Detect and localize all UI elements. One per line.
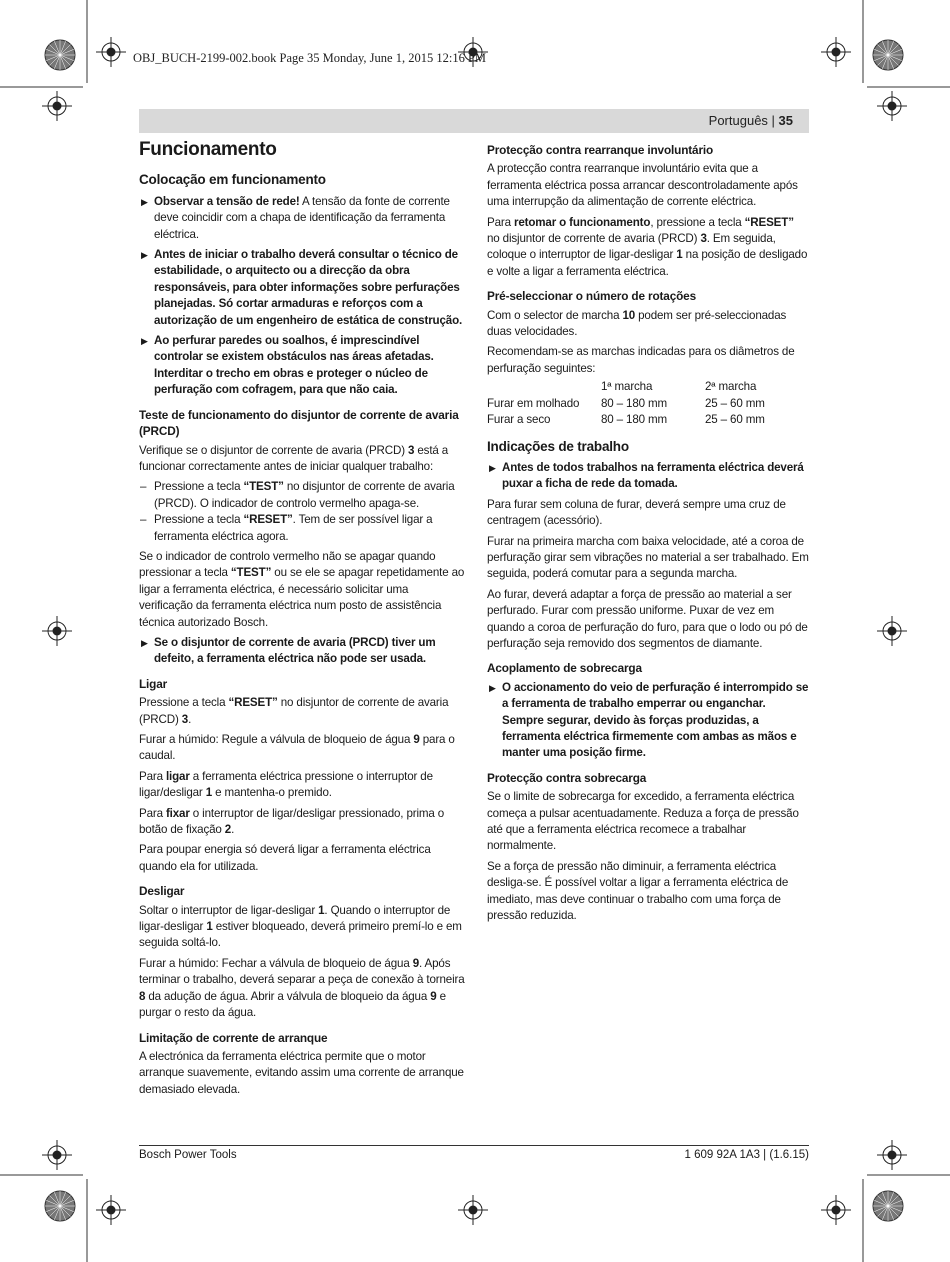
triangle-bullet-icon: ▶ [141,637,148,648]
triangle-bullet-icon: ▶ [489,462,496,473]
table-cell: Furar em molhado [487,396,580,410]
paragraph: A protecção contra rearranque involuntário evita que a ferramenta eléctrica possa arrancar descontroladamente após uma interrupção da alimentação de corrente eléctrica. [487,162,798,209]
table-row [487,396,765,412]
triangle-bullet-icon: ▶ [141,196,148,207]
paragraph: Recomendam-se as marchas indicadas para os diâmetros de perfuração seguintes: [487,345,795,375]
dash-list-item: – Pressione a tecla “RESET”. Tem de ser possível ligar a ferramenta eléctrica agora. [140,513,433,543]
left-column [139,140,465,1102]
paragraph: Se o indicador de controlo vermelho não se apagar quando pressionar a tecla “TEST” ou se ele se apagar repetidamente ao ligar a ferramenta eléctrica, é necessário solicitar uma verificação da ferramenta eléctrica num posto de assistência técnica autorizado Bosch. [139,549,465,629]
paragraph: Verifique se o disjuntor de corrente de avaria (PRCD) 3 está a funcionar correctamente antes de iniciar qualquer trabalho: [139,443,449,473]
section-title-funcionamento: Funcionamento [139,139,277,160]
table-cell: 25 – 60 mm [705,396,765,410]
paragraph: Para furar sem coluna de furar, deverá sempre uma cruz de centragem (acessório). [487,497,786,528]
heading-teste-prcd: Teste de funcionamento do disjuntor de corrente de avaria (PRCD) [139,407,459,439]
file-info-note: OBJ_BUCH-2199-002.book Page 35 Monday, June 1, 2015 12:16 PM [133,51,487,65]
heading-sobrecarga: Protecção contra sobrecarga [487,770,647,785]
table-cell: 25 – 60 mm [705,413,765,427]
heading-desligar: Desligar [139,884,185,899]
heading-limitacao: Limitação de corrente de arranque [139,1030,328,1045]
header-page-number: 35 [778,113,793,128]
heading-rearranque: Protecção contra rearranque involuntário [487,143,714,157]
warning-item: ▶ Observar a tensão de rede! A tensão da fonte de corrente deve coincidir com a chapa de identificação da ferramenta eléctrica. [141,194,450,241]
paragraph: Furar na primeira marcha com baixa velocidade, até a coroa de perfuração girar sem vibrações no material a ser trabalhado. Em seguida, poderá comutar para a segunda marcha. [487,534,809,581]
warning-item: ▶ Antes de iniciar o trabalho deverá consultar o técnico de estabilidade, o arquitecto ou a direcção da obra responsáveis, para obter informações sobre perfurações planejadas. Só cortar armaduras e reforços com a autorização de um engenheiro de estática de construção. [141,248,463,327]
paragraph: Furar a húmido: Regule a válvula de bloqueio de água 9 para o caudal. [139,733,455,763]
triangle-bullet-icon: ▶ [141,250,148,261]
table-cell: Furar a seco [487,413,551,427]
table-row [487,412,765,428]
paragraph: Com o selector de marcha 10 podem ser pré-seleccionadas duas velocidades. [487,308,787,339]
table-header-cell: 1ª marcha [601,380,653,394]
warning-item: ▶ Se o disjuntor de corrente de avaria (PRCD) tiver um defeito, a ferramenta eléctrica não pode ser usada. [141,635,436,666]
footer-divider [139,1145,809,1146]
paragraph: Furar a húmido: Fechar a válvula de bloqueio de água 9. Após terminar o trabalho, deverá separar a peça de conexão à torneira 8 da adução de água. Abrir a válvula de bloqueio da água 9 e purgar o resto da água. [139,956,465,1020]
triangle-bullet-icon: ▶ [141,336,148,347]
table-cell: 80 – 180 mm [601,396,668,410]
paragraph: Ao furar, deverá adaptar a força de pressão ao material a ser perfurado. Furar com pressão uniforme. Puxar de vez em quando a coroa de perfuração do furo, para que o lodo ou pó de perfuração seja removido dos segmentos de diamante. [487,587,808,650]
table-header-cell: 2ª marcha [705,380,757,394]
table-header-row [487,379,765,395]
heading-acoplamento: Acoplamento de sobrecarga [487,661,642,676]
heading-rotacoes: Pré-seleccionar o número de rotações [487,289,696,304]
gear-speed-table [487,379,765,428]
footer-doc-code: 1 609 92A 1A3 | (1.6.15) [684,1149,809,1161]
page-header-bar [139,109,809,133]
table-cell: 80 – 180 mm [601,413,668,427]
footer-brand: Bosch Power Tools [139,1149,237,1161]
header-language: Português [708,113,768,128]
dash-bullet: – [140,480,147,494]
paragraph: Se a força de pressão não diminuir, a ferramenta eléctrica desliga-se. É possível voltar a ligar a ferramenta eléctrica de imediato, mas deve continuar o trabalho com uma força de pressão reduzida. [487,859,789,923]
paragraph: Para retomar o funcionamento, pressione a tecla “RESET” no disjuntor de corrente de avaria (PRCD) 3. Em seguida, coloque o interruptor de ligar-desligar 1 na posição de desligado e volte a ligar a ferramenta eléctrica. [487,215,808,278]
dash-bullet: – [140,513,147,527]
heading-indicacoes: Indicações de trabalho [487,438,629,454]
page-header-label: Português | 35 [708,113,793,128]
heading-ligar: Ligar [139,676,168,691]
paragraph: A electrónica da ferramenta eléctrica permite que o motor arranque suavemente, evitando assim uma corrente de arranque demasiado elevada. [139,1049,464,1096]
paragraph: Soltar o interruptor de ligar-desligar 1. Quando o interruptor de ligar-desligar 1 estiver bloqueado, deverá primeiro premí-lo e em seguida soltá-lo. [139,903,462,950]
heading-colocacao: Colocação em funcionamento [139,172,326,188]
warning-item: ▶ Antes de todos trabalhos na ferramenta eléctrica deverá puxar a ficha de rede da tomada. [489,460,804,491]
paragraph: Para poupar energia só deverá ligar a ferramenta eléctrica quando ela for utilizada. [139,843,431,873]
paragraph: Para fixar o interruptor de ligar/desligar pressionado, prima o botão de fixação 2. [139,806,445,837]
warning-item: ▶ Ao perfurar paredes ou soalhos, é imprescindível controlar se existem obstáculos nas áreas afetadas. Interditar o trecho em obras e proteger o núcleo de perfuração com cofragem, para que não caia. [141,334,434,397]
paragraph: Se o limite de sobrecarga for excedido, a ferramenta eléctrica começa a pulsar acentuadamente. Reduza a força de pressão até que a ferramenta eléctrica recomece a trabalhar normalmente. [487,790,799,853]
triangle-bullet-icon: ▶ [489,682,496,693]
warning-item: ▶ O accionamento do veio de perfuração é interrompido se a ferramenta de trabalho emperrar ou enganchar. Sempre segurar, devido às forças produzidas, a ferramenta eléctrica firmemente com ambas as mãos e manter uma posição firme. [489,680,809,760]
paragraph: Pressione a tecla “RESET” no disjuntor de corrente de avaria (PRCD) 3. [139,696,449,726]
right-column [487,140,809,928]
dash-list-item: – Pressione a tecla “TEST” no disjuntor de corrente de avaria (PRCD). O indicador de controlo vermelho apaga-se. [140,480,455,510]
paragraph: Para ligar a ferramenta eléctrica pressione o interruptor de ligar/desligar 1 e mantenha-o premido. [139,769,433,800]
